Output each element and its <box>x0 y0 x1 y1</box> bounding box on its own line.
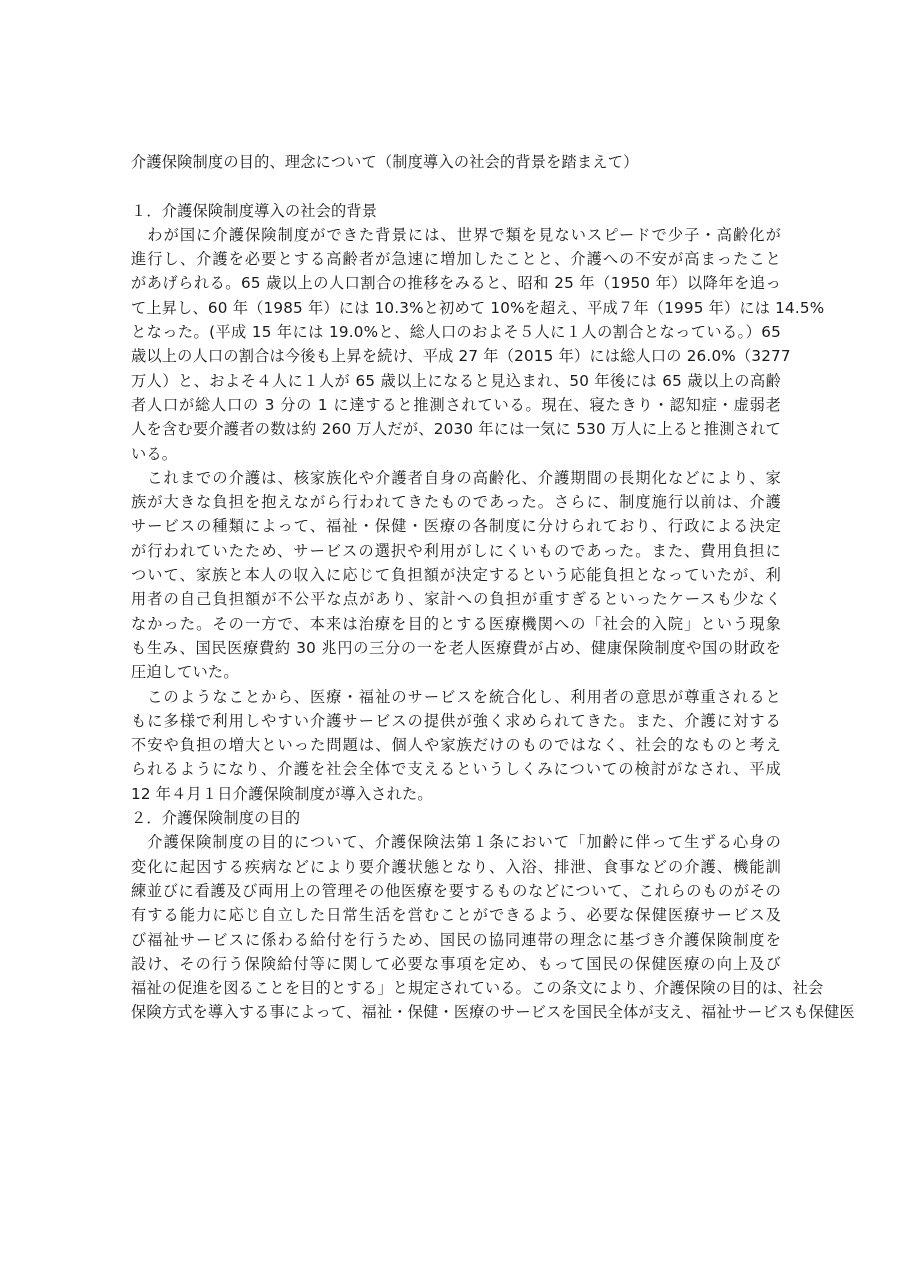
paragraph-line: て上昇し、60 年（1985 年）には 10.3%と初めて 10%を超え、平成７年（1995 年）には 14.5% <box>131 298 825 317</box>
paragraph-line: 進行し、介護を必要とする高齢者が急速に増加したことと、介護への不安が高まったこと <box>131 250 781 269</box>
paragraph-line: このようなことから、医療・福祉のサービスを統合化し、利用者の意思が尊重されると <box>131 687 781 706</box>
paragraph-line: いる。 <box>131 444 178 463</box>
document-body <box>131 150 855 1025</box>
section-2-paragraph-1 <box>131 830 855 1024</box>
paragraph-line: これまでの介護は、核家族化や介護者自身の高齢化、介護期間の長期化などにより、家 <box>131 468 781 487</box>
paragraph-line: 歳以上の人口の割合は今後も上昇を続け、平成 27 年（2015 年）には総人口の 26.0%（3277 <box>131 347 791 366</box>
paragraph-line: 不安や負担の増大といった問題は、個人や家族だけのものではなく、社会的なものと考え <box>131 736 781 755</box>
paragraph-line: ついて、家族と本人の収入に応じて負担額が決定するという応能負担となっていたが、利 <box>131 566 781 585</box>
paragraph-line: 万人）と、およそ４人に１人が 65 歳以上になると見込まれ、50 年後には 65 歳以上の高齢 <box>131 371 781 390</box>
document-title: 介護保険制度の目的、理念について（制度導入の社会的背景を踏まえて） <box>131 153 639 171</box>
section-2-heading: ２．介護保険制度の目的 <box>131 809 301 828</box>
paragraph-line: なかった。その一方で、本来は治療を目的とする医療機関への「社会的入院」という現象 <box>131 614 781 633</box>
paragraph-line: 変化に起因する疾病などにより要介護状態となり、入浴、排泄、食事などの介護、機能訓 <box>131 857 781 876</box>
paragraph-line: 人を含む要介護者の数は約 260 万人だが、2030 年には一気に 530 万人に上ると推測されて <box>131 420 781 439</box>
paragraph-line: サービスの種類によって、福祉・保健・医療の各制度に分けられており、行政による決定 <box>131 517 781 536</box>
paragraph-line: 介護保険制度の目的について、介護保険法第１条において「加齢に伴って生ずる心身の <box>131 833 781 852</box>
section-1-paragraph-3 <box>131 685 781 806</box>
paragraph-line: となった。(平成 15 年には 19.0%と、総人口のおよそ５人に１人の割合となっている。）65 <box>131 323 781 342</box>
section-1-heading: １．介護保険制度導入の社会的背景 <box>131 201 378 220</box>
paragraph-line: び福祉サービスに係わる給付を行うため、国民の協同連帯の理念に基づき介護保険制度を <box>131 930 781 949</box>
section-1-paragraph-2 <box>131 466 781 685</box>
section-1-paragraph-1 <box>131 223 825 466</box>
paragraph-line: られるようになり、介護を社会全体で支えるというしくみについての検討がなされ、平成 <box>131 760 781 779</box>
paragraph-line: が行われていたため、サービスの選択や利用がしにくいものであった。また、費用負担に <box>131 541 781 560</box>
paragraph-line: 12 年４月１日介護保険制度が導入された。 <box>131 784 433 803</box>
paragraph-line: 用者の自己負担額が不公平な点があり、家計への負担が重すぎるといったケースも少なく <box>131 590 781 609</box>
paragraph-line: 族が大きな負担を抱えながら行われてきたものであった。さらに、制度施行以前は、介護 <box>131 493 781 512</box>
paragraph-line: があげられる。65 歳以上の人口割合の推移をみると、昭和 25 年（1950 年）以降年を追っ <box>131 274 781 293</box>
paragraph-line: 練並びに看護及び両用上の管理その他医療を要するものなどについて、これらのものがその <box>131 881 781 900</box>
paragraph-line: 者人口が総人口の 3 分の 1 に達すると推測されている。現在、寝たきり・認知症・虚弱老 <box>131 395 781 414</box>
paragraph-line: 圧迫していた。 <box>131 663 239 682</box>
paragraph-line: 有する能力に応じ自立した日常生活を営むことができるよう、必要な保健医療サービス及 <box>131 906 781 925</box>
spacer <box>131 174 781 198</box>
paragraph-line: 保険方式を導入する事によって、福祉・保健・医療のサービスを国民全体が支え、福祉サービスも保健医 <box>131 1003 855 1022</box>
paragraph-line: 福祉の促進を図ることを目的とする」と規定されている。この条文により、介護保険の目的は、社会 <box>131 979 824 998</box>
paragraph-line: も生み、国民医療費約 30 兆円の三分の一を老人医療費が占め、健康保険制度や国の財政を <box>131 638 781 657</box>
paragraph-line: もに多様で利用しやすい介護サービスの提供が強く求められてきた。また、介護に対する <box>131 711 781 730</box>
paragraph-line: わが国に介護保険制度ができた背景には、世界で類を見ないスピードで少子・高齢化が <box>131 225 781 244</box>
paragraph-line: 設け、その行う保険給付等に関して必要な事項を定め、もって国民の保健医療の向上及び <box>131 954 781 973</box>
